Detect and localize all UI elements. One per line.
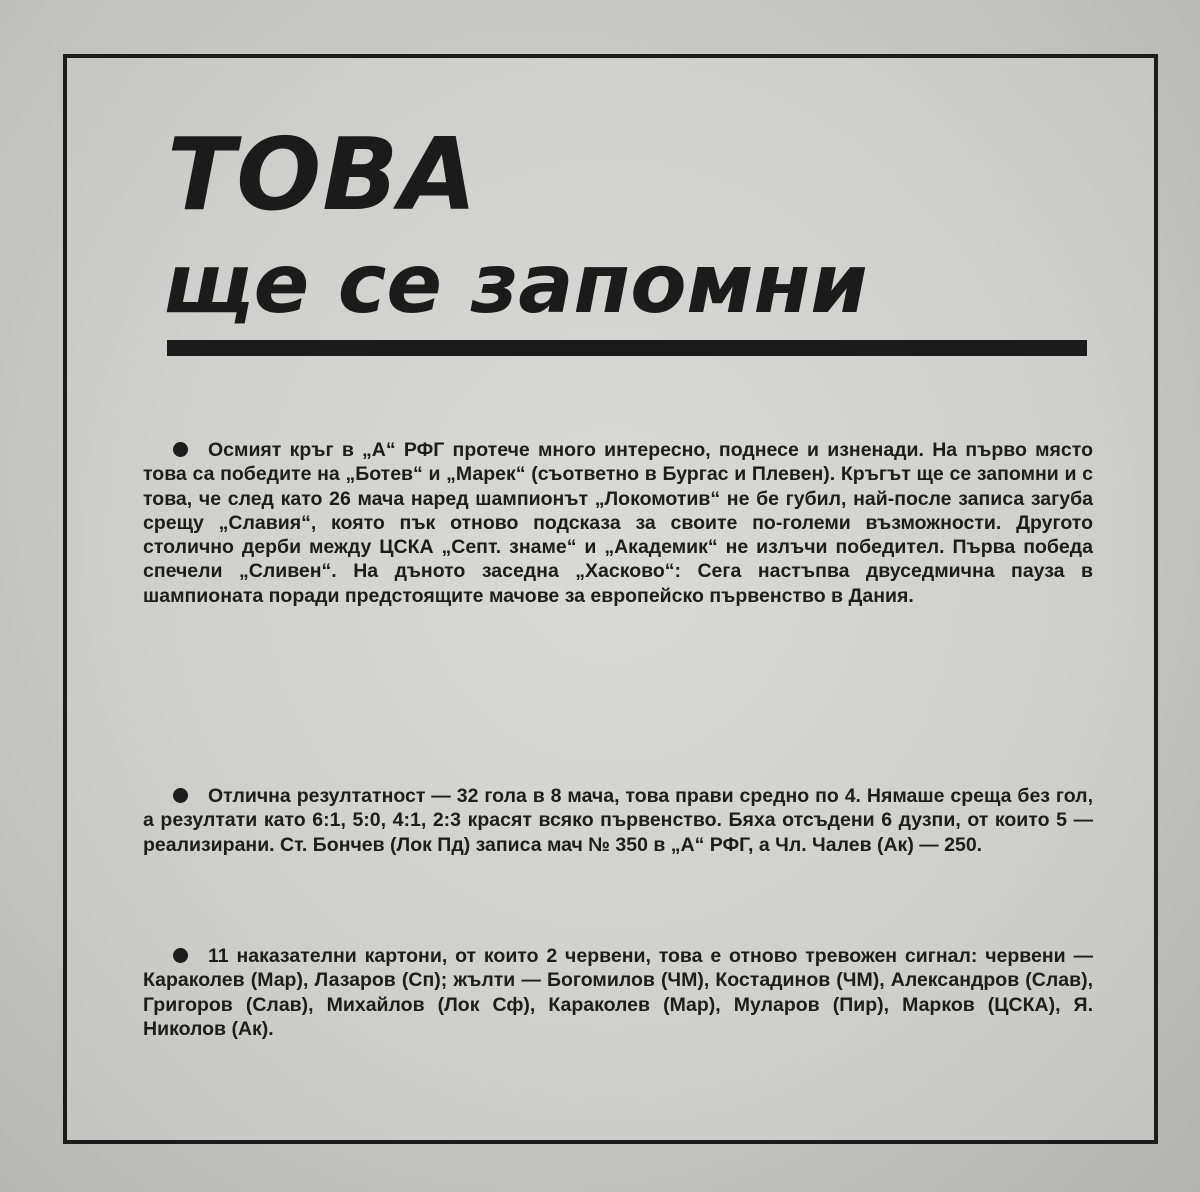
bullet-icon — [173, 442, 188, 457]
article-paragraph-1 — [143, 438, 1093, 608]
article-paragraph-3 — [143, 944, 1093, 1041]
headline-rule — [167, 340, 1087, 356]
bullet-icon — [173, 948, 188, 963]
headline-line-1: ТОВА — [167, 116, 478, 233]
paragraph-text: Отлична резултатност — 32 гола в 8 мача, това прави средно по 4. Нямаше среща без гол, а резултати като 6:1, 5:0, 4:1, 2:3 красят всяко първенство. Бяха отсъдени 6 дузпи, от които 5 — реализирани. Ст. Бончев (Лок Пд) записа мач № 350 в „А“ РФГ, а Чл. Чалев (Ак) — 250. — [143, 785, 1093, 856]
article-paragraph-2 — [143, 784, 1093, 857]
paragraph-text: 11 наказателни картони, от които 2 червени, това е отново тревожен сигнал: червени — Караколев (Мар), Лазаров (Сп); жълти — Богомилов (ЧМ), Костадинов (ЧМ), Александров (Слав), Григоров (Слав), Михайлов (Лок Сф), Караколев (Мар), Муларов (Пир), Марков (ЦСКА), Я. Николов (Ак). — [143, 945, 1093, 1040]
article-frame — [63, 54, 1158, 1144]
bullet-icon — [173, 788, 188, 803]
headline-line-2: ще се запомни — [163, 237, 868, 332]
paragraph-text: Осмият кръг в „А“ РФГ протече много интересно, поднесе и изненади. На първо място това са победите на „Ботев“ и „Марек“ (съответно в Бургас и Плевен). Кръгът ще се запомни и с това, че след като 26 мача наред шампионът „Локомотив“ не бе губил, най-после записа загуба срещу „Славия“, която пък отново подсказа за своите по-големи възможности. Другото столично дерби между ЦСКА „Септ. знаме“ и „Академик“ не излъчи победител. Първа победа спечели „Сливен“. На дъното заседна „Хасково“: Сега настъпва двуседмична пауза в шампионата поради предстоящите мачове за европейско първенство в Дания. — [143, 439, 1093, 607]
